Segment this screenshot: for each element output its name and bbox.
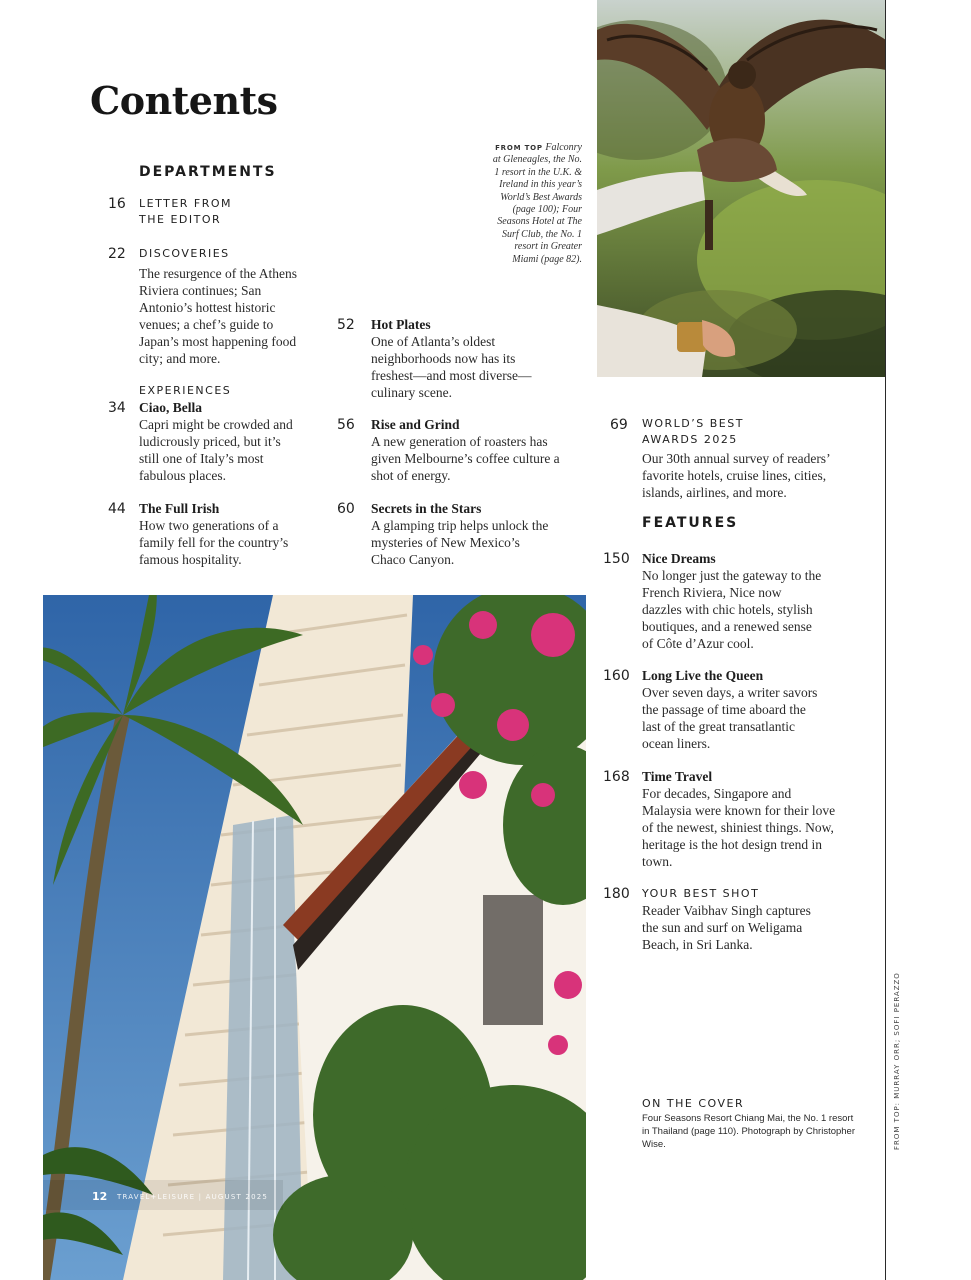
toc-article-title: Rise and Grind [371, 417, 460, 432]
toc-section-label: DISCOVERIES [139, 247, 230, 260]
toc-section-label: EXPERIENCES [139, 384, 232, 397]
falconry-photo [597, 0, 886, 377]
features-heading: FEATURES [642, 515, 739, 531]
toc-description: Over seven days, a writer savors the passage of time aboard the last of the great transatlantic ocean liners. [642, 685, 818, 751]
page-title: Contents [90, 78, 278, 123]
toc-article-title: Hot Plates [371, 317, 431, 332]
toc-description: The resurgence of the Athens Riviera continues; San Antonio’s hottest historic venues; a chef’s guide to Japan’s most happening food city; and more. [139, 266, 297, 366]
toc-article-title: Nice Dreams [642, 551, 716, 566]
folio-text: TRAVEL+LEISURE | AUGUST 2025 [117, 1193, 269, 1201]
photo-caption-text: Falconry at Gleneagles, the No. 1 resort in the U.K. & Ireland in this year’s World’s Best Awards (page 100); Four Seasons Hotel at The Surf Club, the No. 1 resort in Greater Miami (page 82). [492, 142, 582, 265]
photo-credit-vertical: FROM TOP: MURRAY ORR; SOFI PERAZZO [893, 972, 901, 1150]
toc-description: Capri might be crowded and ludicrously priced, but it’s still one of Italy’s most fabulous places. [139, 417, 293, 483]
toc-description: How two generations of a family fell for the country’s famous hospitality. [139, 518, 289, 567]
toc-section-label: LETTER FROM THE EDITOR [139, 197, 233, 226]
toc-description: No longer just the gateway to the French Riviera, Nice now dazzles with chic hotels, stylish boutiques, and a renewed sense of Côte d’Azur cool. [642, 568, 822, 651]
toc-description: One of Atlanta’s oldest neighborhoods now has its freshest—and most diverse—culinary scene. [371, 334, 532, 400]
toc-section-label: YOUR BEST SHOT [642, 887, 760, 900]
toc-page-number: 22 [108, 246, 126, 262]
toc-article-title: Secrets in the Stars [371, 501, 482, 516]
toc-page-number: 150 [603, 551, 630, 567]
toc-page-number: 44 [108, 501, 126, 517]
toc-description: A glamping trip helps unlock the mysteries of New Mexico’s Chaco Canyon. [371, 518, 549, 567]
toc-page-number: 34 [108, 400, 126, 416]
toc-page-number: 56 [337, 417, 355, 433]
photo-caption-label: FROM TOP [495, 144, 543, 152]
toc-page-number: 60 [337, 501, 355, 517]
toc-description: Our 30th annual survey of readers’ favorite hotels, cruise lines, cities, islands, airlines, and more. [642, 451, 830, 500]
toc-section-label: WORLD’S BEST AWARDS 2025 [642, 417, 744, 446]
toc-description: Reader Vaibhav Singh captures the sun and surf on Weligama Beach, in Sri Lanka. [642, 903, 811, 952]
toc-article-title: Long Live the Queen [642, 668, 764, 683]
page-number: 12 [92, 1190, 108, 1203]
toc-page-number: 168 [603, 769, 630, 785]
toc-page-number: 180 [603, 886, 630, 902]
hotel-facade-photo [43, 595, 586, 1280]
departments-heading: DEPARTMENTS [139, 164, 277, 180]
toc-page-number: 69 [610, 417, 628, 433]
toc-article-title: The Full Irish [139, 501, 220, 516]
toc-description: A new generation of roasters has given Melbourne’s coffee culture a shot of energy. [371, 434, 560, 483]
toc-article-title: Time Travel [642, 769, 713, 784]
toc-article-title: Ciao, Bella [139, 400, 202, 415]
toc-description: For decades, Singapore and Malaysia were known for their love of the newest, shiniest things. Now, heritage is the hot design trend in town. [642, 786, 836, 869]
column-rule [885, 0, 886, 1280]
cover-heading: ON THE COVER [642, 1097, 745, 1110]
cover-description: Four Seasons Resort Chiang Mai, the No. 1 resort in Thailand (page 110). Photograph by Christopher Wise. [642, 1113, 856, 1150]
toc-page-number: 160 [603, 668, 630, 684]
toc-page-number: 52 [337, 317, 355, 333]
photo-caption [487, 142, 582, 266]
toc-page-number: 16 [108, 196, 126, 212]
